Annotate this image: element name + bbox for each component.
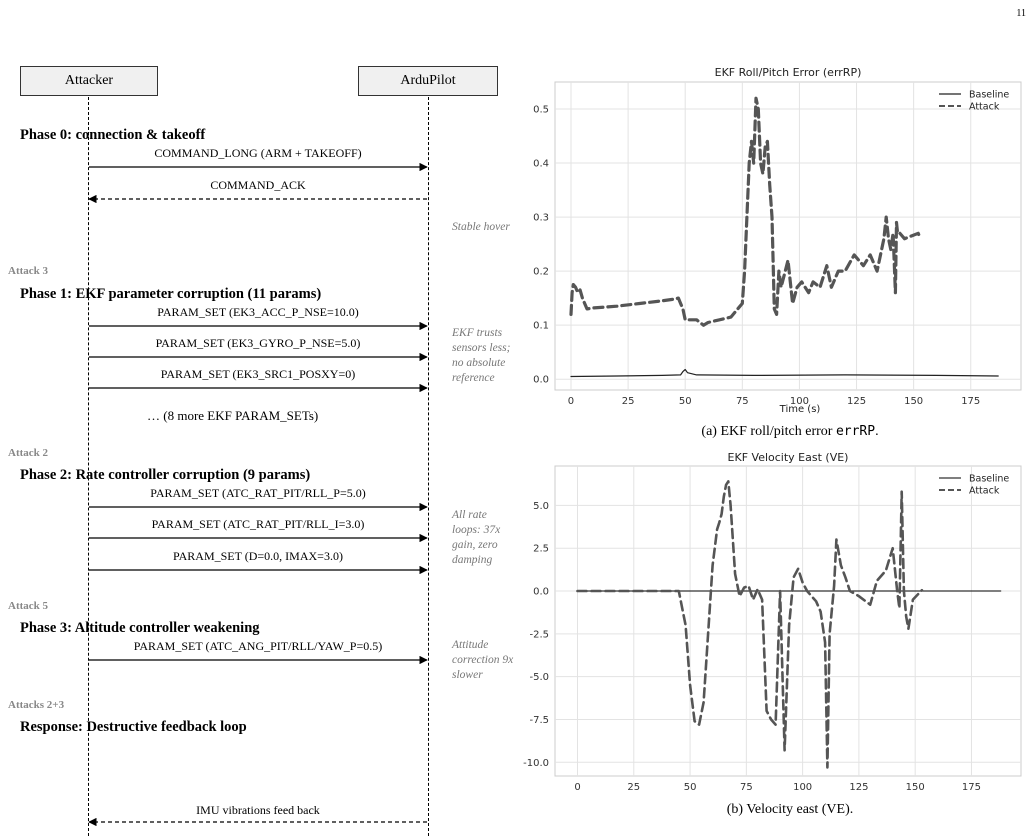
y-tick-label: 5.0 bbox=[533, 500, 549, 512]
x-tick-label: 175 bbox=[961, 396, 981, 407]
chart-errrp bbox=[533, 66, 1021, 415]
chart-velocity-east bbox=[523, 451, 1021, 793]
x-tick-label: 0 bbox=[574, 782, 581, 793]
y-tick-label: 0.5 bbox=[533, 104, 549, 116]
more-ekf-param-sets: … (8 more EKF PARAM_SETs) bbox=[147, 408, 319, 423]
legend-entry: Attack bbox=[969, 101, 1000, 113]
x-axis-label: Time (s) bbox=[779, 404, 821, 415]
caption-b: (b) Velocity east (VE). bbox=[726, 802, 854, 817]
plot-area bbox=[555, 82, 1021, 390]
chart-title: EKF Roll/Pitch Error (errRP) bbox=[714, 66, 862, 79]
x-tick-label: 150 bbox=[905, 782, 925, 793]
caption-a-code: errRP bbox=[835, 424, 876, 439]
y-tick-label: 0.0 bbox=[533, 374, 549, 386]
page-number: 11 bbox=[1016, 8, 1026, 19]
caption-a-suffix: . bbox=[875, 424, 879, 439]
y-tick-label: 0.1 bbox=[533, 320, 549, 332]
msg-ek3-src: PARAM_SET (EK3_SRC1_POSXY=0) bbox=[160, 367, 356, 381]
msg-imu-feedback: IMU vibrations feed back bbox=[196, 803, 320, 817]
x-tick-label: 125 bbox=[849, 782, 869, 793]
x-tick-label: 125 bbox=[846, 396, 867, 407]
x-tick-label: 150 bbox=[904, 396, 924, 407]
y-tick-label: 0.0 bbox=[533, 586, 549, 598]
attacker-actor: Attacker bbox=[20, 66, 158, 96]
caption-a-text: (a) EKF roll/pitch error bbox=[701, 424, 836, 439]
y-tick-label: -2.5 bbox=[529, 629, 549, 641]
chart-title: EKF Velocity East (VE) bbox=[727, 451, 849, 464]
x-tick-label: 25 bbox=[627, 782, 641, 793]
legend-entry: Baseline bbox=[969, 89, 1010, 101]
y-tick-label: 0.3 bbox=[533, 212, 549, 224]
response-attack-label: Attacks 2+3 bbox=[8, 699, 65, 711]
x-tick-label: 100 bbox=[793, 782, 813, 793]
x-tick-label: 50 bbox=[683, 782, 697, 793]
phase-1-title: Phase 1: EKF parameter corruption (11 params) bbox=[20, 286, 322, 302]
response-title: Response: Destructive feedback loop bbox=[20, 719, 247, 735]
plot-area bbox=[555, 466, 1021, 776]
msg-d-imax: PARAM_SET (D=0.0, IMAX=3.0) bbox=[173, 549, 343, 563]
y-tick-label: 0.4 bbox=[533, 158, 549, 170]
ardupilot-actor: ArduPilot bbox=[358, 66, 498, 96]
msg-atc-rat-p: PARAM_SET (ATC_RAT_PIT/RLL_P=5.0) bbox=[150, 486, 366, 500]
x-tick-label: 50 bbox=[678, 396, 692, 407]
phase-2-attack-label: Attack 2 bbox=[8, 447, 49, 459]
msg-command-long: COMMAND_LONG (ARM + TAKEOFF) bbox=[154, 146, 362, 160]
legend-entry: Attack bbox=[969, 485, 1000, 497]
phase-3-title: Phase 3: Altitude controller weakening bbox=[20, 620, 260, 636]
msg-atc-rat-i: PARAM_SET (ATC_RAT_PIT/RLL_I=3.0) bbox=[151, 517, 365, 531]
y-tick-label: -10.0 bbox=[523, 757, 549, 769]
x-tick-label: 0 bbox=[567, 396, 575, 407]
phase-1-attack-label: Attack 3 bbox=[8, 265, 49, 277]
y-tick-label: 0.2 bbox=[533, 266, 549, 278]
msg-command-ack: COMMAND_ACK bbox=[210, 178, 306, 192]
msg-atc-ang: PARAM_SET (ATC_ANG_PIT/RLL/YAW_P=0.5) bbox=[133, 639, 383, 653]
x-tick-label: 75 bbox=[739, 782, 753, 793]
legend-entry: Baseline bbox=[969, 473, 1010, 485]
msg-ek3-acc: PARAM_SET (EK3_ACC_P_NSE=10.0) bbox=[157, 305, 359, 319]
phase-0-title: Phase 0: connection & takeoff bbox=[20, 127, 206, 143]
x-tick-label: 175 bbox=[961, 782, 982, 793]
msg-ek3-gyro: PARAM_SET (EK3_GYRO_P_NSE=5.0) bbox=[155, 336, 361, 350]
x-tick-label: 100 bbox=[789, 396, 809, 407]
caption-a bbox=[555, 424, 1025, 440]
note-attitude: Attitude correction 9x slower bbox=[452, 639, 514, 681]
y-tick-label: 2.5 bbox=[533, 543, 549, 555]
phase-2-title: Phase 2: Rate controller corruption (9 params) bbox=[20, 467, 311, 483]
note-stable-hover: Stable hover bbox=[452, 221, 510, 233]
x-tick-label: 25 bbox=[621, 396, 635, 407]
phase-3-attack-label: Attack 5 bbox=[8, 600, 49, 612]
note-ekf-trusts: EKF trusts sensors less; no absolute reference bbox=[452, 327, 511, 384]
x-tick-label: 75 bbox=[735, 396, 749, 407]
note-rate-loops: All rate loops: 37x gain, zero damping bbox=[452, 509, 501, 566]
y-tick-label: -5.0 bbox=[529, 672, 549, 684]
y-tick-label: -7.5 bbox=[529, 714, 549, 726]
